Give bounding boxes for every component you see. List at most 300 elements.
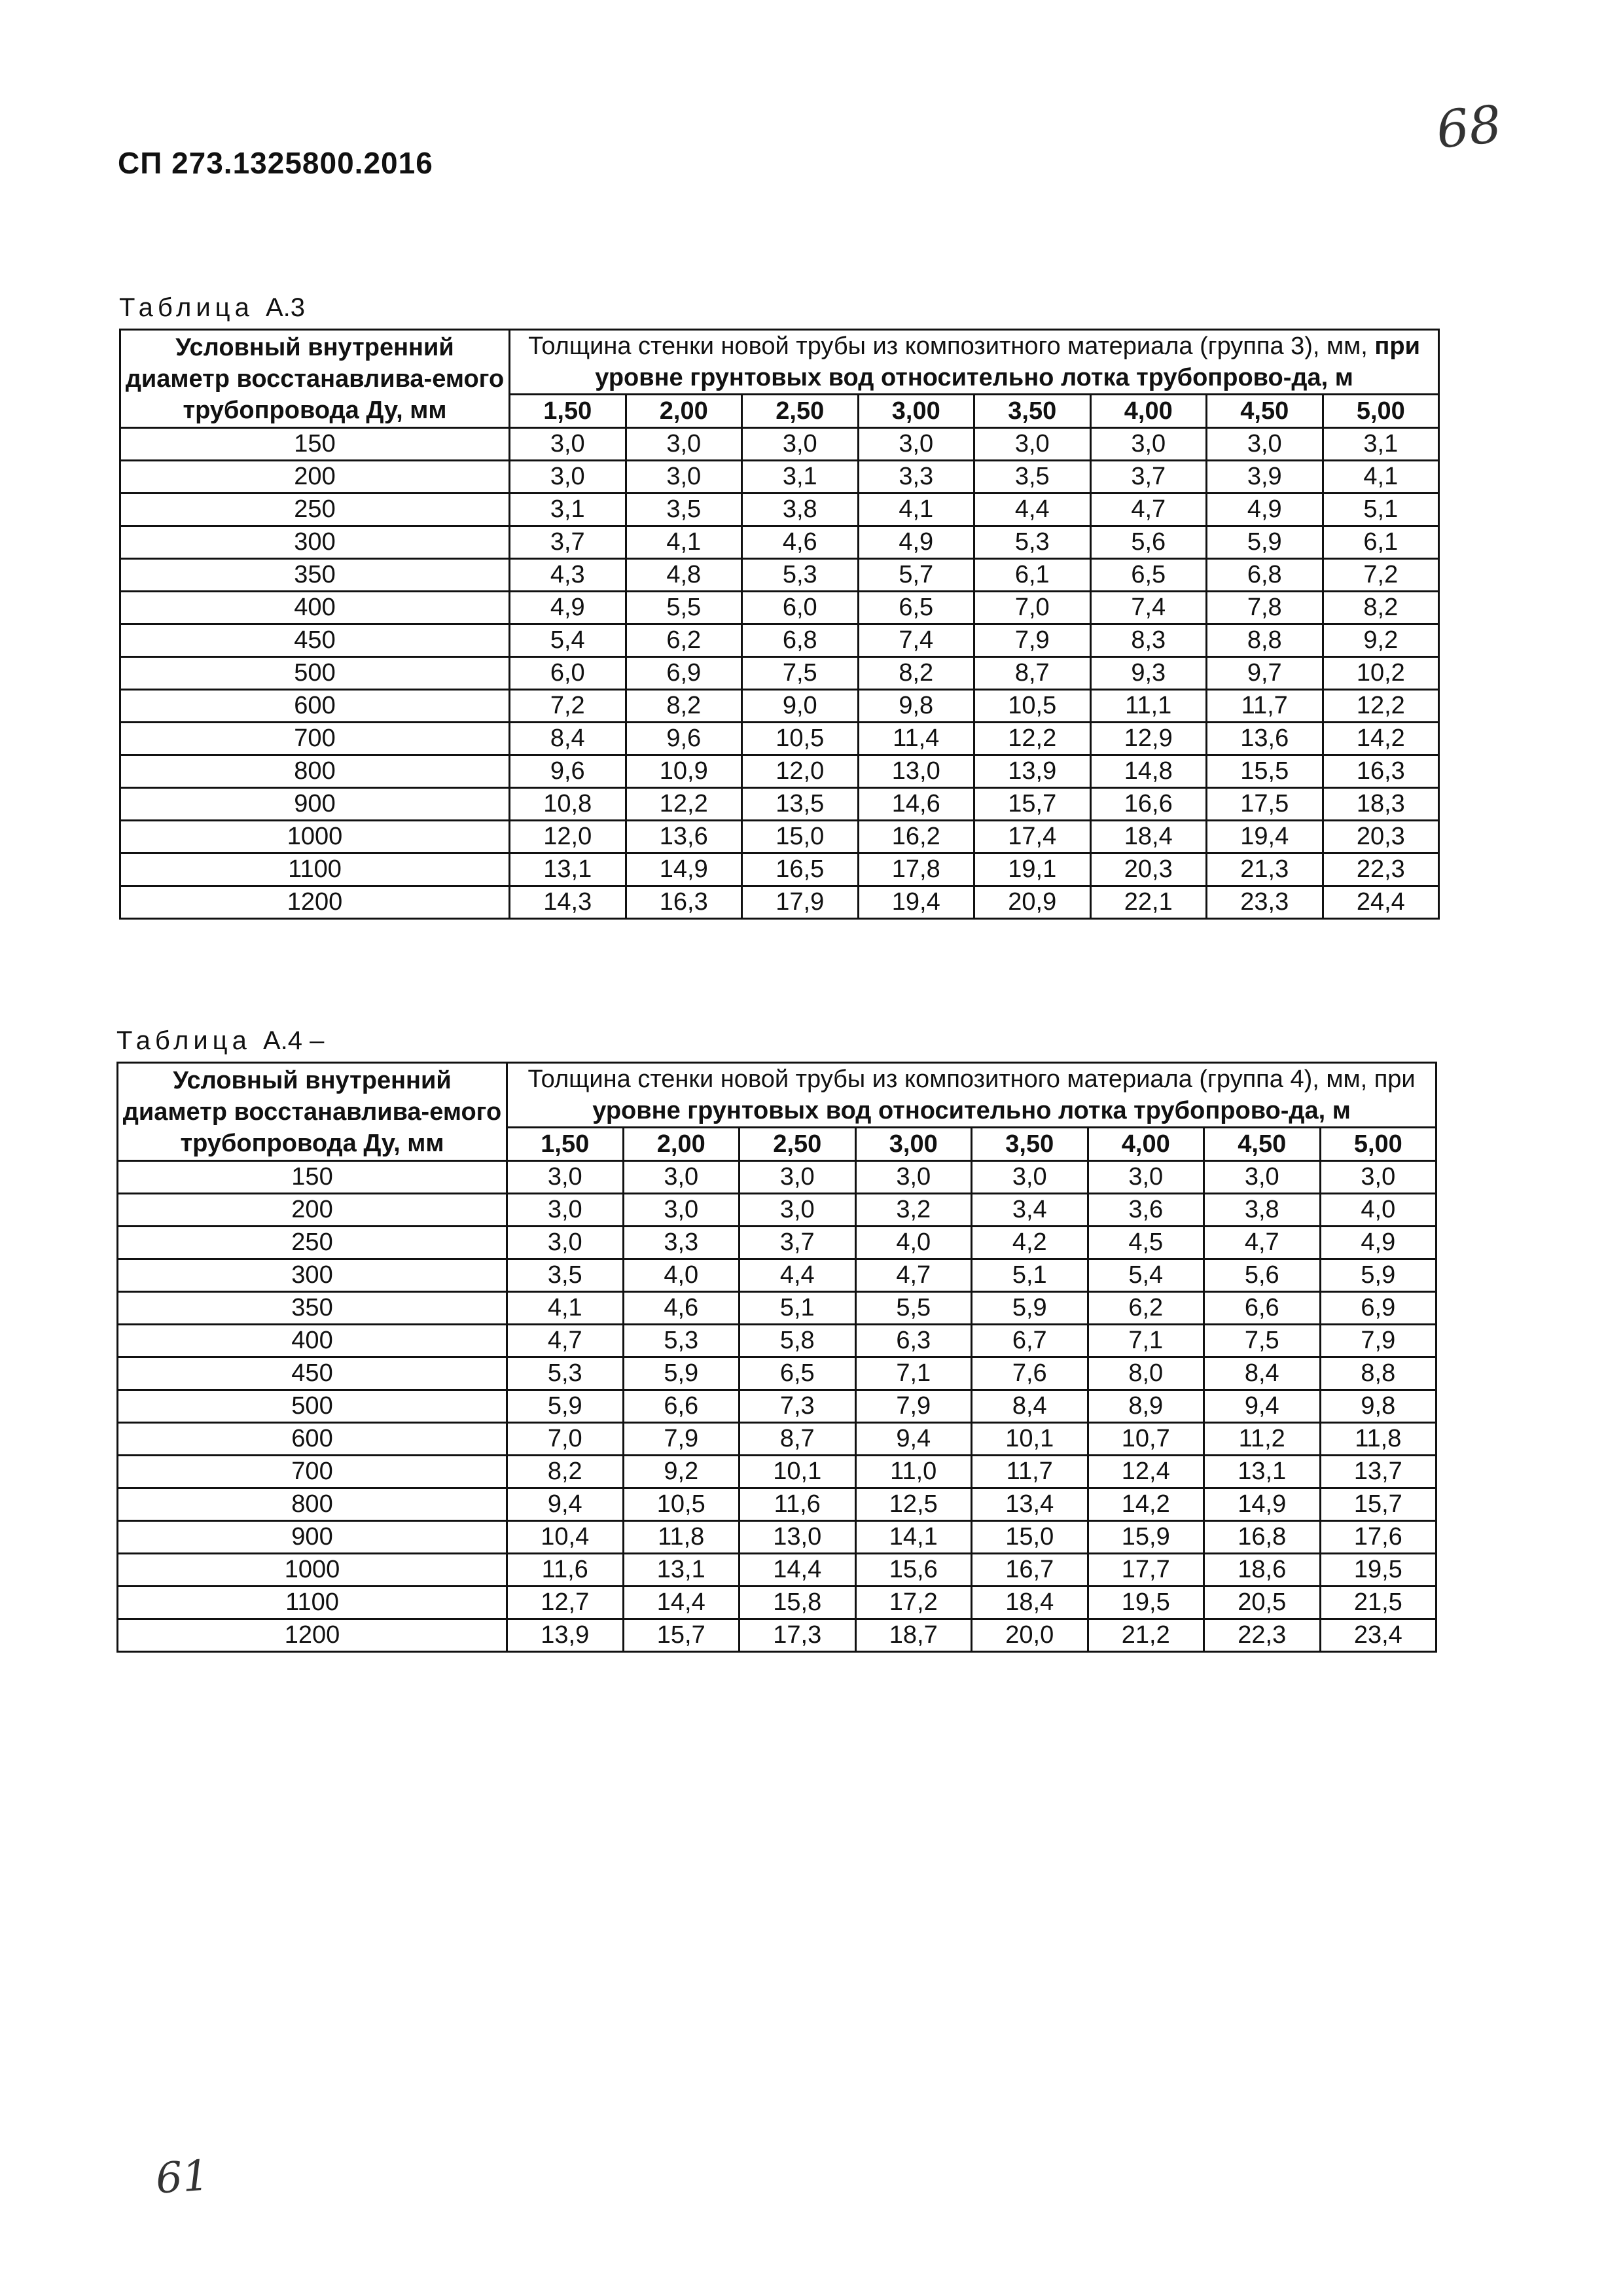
table-a3 xyxy=(119,329,1440,920)
thickness-cell: 20,3 xyxy=(1323,821,1439,853)
table-row xyxy=(120,559,1439,592)
group-header-emphasis: при уровне грунтовых вод относительно лотка трубопрово-да, м xyxy=(595,332,1420,391)
diameter-cell: 1100 xyxy=(118,1587,507,1619)
thickness-cell: 8,8 xyxy=(1320,1357,1436,1390)
thickness-cell: 10,8 xyxy=(510,788,626,821)
thickness-cell: 14,6 xyxy=(858,788,974,821)
thickness-cell: 15,7 xyxy=(1320,1488,1436,1521)
diameter-cell: 1200 xyxy=(120,886,510,919)
thickness-cell: 11,6 xyxy=(740,1488,856,1521)
column-header: 3,00 xyxy=(858,395,974,428)
table-row xyxy=(120,886,1439,919)
table-row xyxy=(120,755,1439,788)
thickness-cell: 10,7 xyxy=(1088,1423,1204,1456)
thickness-cell: 22,3 xyxy=(1323,853,1439,886)
thickness-cell: 9,8 xyxy=(858,690,974,723)
table-row xyxy=(118,1587,1436,1619)
table-row xyxy=(118,1456,1436,1488)
thickness-cell: 10,2 xyxy=(1323,657,1439,690)
thickness-cell: 15,8 xyxy=(740,1587,856,1619)
thickness-cell: 6,2 xyxy=(626,624,742,657)
diameter-cell: 300 xyxy=(120,526,510,559)
thickness-cell: 7,8 xyxy=(1207,592,1323,624)
thickness-cell: 5,3 xyxy=(742,559,859,592)
group-header-text: Толщина стенки новой трубы из композитного материала (группа 3), мм, xyxy=(528,332,1368,360)
thickness-cell: 3,9 xyxy=(1207,461,1323,493)
thickness-cell: 20,9 xyxy=(974,886,1091,919)
thickness-cell: 7,0 xyxy=(507,1423,624,1456)
thickness-cell: 10,5 xyxy=(974,690,1091,723)
diameter-cell: 700 xyxy=(120,723,510,755)
thickness-cell: 7,9 xyxy=(974,624,1091,657)
thickness-cell: 13,0 xyxy=(858,755,974,788)
thickness-cell: 4,7 xyxy=(1204,1227,1321,1259)
table-row xyxy=(120,592,1439,624)
thickness-cell: 20,3 xyxy=(1090,853,1207,886)
diameter-cell: 150 xyxy=(118,1161,507,1194)
thickness-cell: 5,3 xyxy=(974,526,1091,559)
thickness-cell: 12,0 xyxy=(510,821,626,853)
thickness-cell: 13,1 xyxy=(623,1554,740,1587)
thickness-cell: 11,7 xyxy=(972,1456,1088,1488)
thickness-cell: 13,1 xyxy=(1204,1456,1321,1488)
thickness-cell: 3,0 xyxy=(510,428,626,461)
thickness-cell: 3,0 xyxy=(972,1161,1088,1194)
header-row xyxy=(118,1063,1436,1128)
thickness-cell: 5,9 xyxy=(1207,526,1323,559)
thickness-cell: 3,3 xyxy=(858,461,974,493)
thickness-cell: 11,4 xyxy=(858,723,974,755)
thickness-cell: 12,2 xyxy=(1323,690,1439,723)
thickness-cell: 5,3 xyxy=(507,1357,624,1390)
thickness-cell: 15,7 xyxy=(623,1619,740,1652)
thickness-cell: 3,0 xyxy=(623,1161,740,1194)
table-row xyxy=(120,853,1439,886)
thickness-cell: 8,2 xyxy=(858,657,974,690)
table-row xyxy=(118,1488,1436,1521)
thickness-cell: 15,6 xyxy=(855,1554,972,1587)
thickness-cell: 3,0 xyxy=(974,428,1091,461)
thickness-cell: 3,3 xyxy=(623,1227,740,1259)
thickness-cell: 19,5 xyxy=(1320,1554,1436,1587)
table-row xyxy=(120,821,1439,853)
thickness-cell: 9,4 xyxy=(507,1488,624,1521)
thickness-cell: 6,1 xyxy=(1323,526,1439,559)
thickness-cell: 3,5 xyxy=(626,493,742,526)
thickness-cell: 9,2 xyxy=(623,1456,740,1488)
thickness-cell: 22,3 xyxy=(1204,1619,1321,1652)
thickness-cell: 7,4 xyxy=(858,624,974,657)
thickness-cell: 15,7 xyxy=(974,788,1091,821)
thickness-cell: 7,0 xyxy=(974,592,1091,624)
diameter-cell: 250 xyxy=(118,1227,507,1259)
thickness-cell: 3,8 xyxy=(1204,1194,1321,1227)
thickness-cell: 6,8 xyxy=(742,624,859,657)
thickness-cell: 18,6 xyxy=(1204,1554,1321,1587)
thickness-cell: 10,4 xyxy=(507,1521,624,1554)
diameter-cell: 900 xyxy=(120,788,510,821)
row-header: Условный внутренний диаметр восстанавлива-емого трубопровода Ду, мм xyxy=(118,1063,507,1161)
thickness-cell: 21,3 xyxy=(1207,853,1323,886)
thickness-cell: 12,2 xyxy=(974,723,1091,755)
caption-label: Таблица xyxy=(119,293,254,322)
diameter-cell: 500 xyxy=(118,1390,507,1423)
thickness-cell: 16,6 xyxy=(1090,788,1207,821)
thickness-cell: 6,3 xyxy=(855,1325,972,1357)
thickness-cell: 9,6 xyxy=(510,755,626,788)
thickness-cell: 4,0 xyxy=(1320,1194,1436,1227)
thickness-cell: 8,7 xyxy=(974,657,1091,690)
thickness-cell: 17,8 xyxy=(858,853,974,886)
thickness-cell: 24,4 xyxy=(1323,886,1439,919)
thickness-cell: 17,4 xyxy=(974,821,1091,853)
thickness-cell: 19,1 xyxy=(974,853,1091,886)
thickness-cell: 16,8 xyxy=(1204,1521,1321,1554)
column-header: 3,50 xyxy=(974,395,1091,428)
thickness-cell: 6,5 xyxy=(1090,559,1207,592)
column-header: 2,00 xyxy=(626,395,742,428)
thickness-cell: 3,0 xyxy=(740,1194,856,1227)
thickness-cell: 3,0 xyxy=(1204,1161,1321,1194)
thickness-cell: 4,9 xyxy=(510,592,626,624)
thickness-cell: 4,6 xyxy=(742,526,859,559)
thickness-cell: 16,5 xyxy=(742,853,859,886)
group-header-emphasis: уровне грунтовых вод относительно лотка трубопрово-да, м xyxy=(592,1097,1351,1124)
table-row xyxy=(120,723,1439,755)
thickness-cell: 4,4 xyxy=(740,1259,856,1292)
thickness-cell: 16,3 xyxy=(626,886,742,919)
thickness-cell: 6,5 xyxy=(740,1357,856,1390)
diameter-cell: 700 xyxy=(118,1456,507,1488)
thickness-cell: 9,4 xyxy=(1204,1390,1321,1423)
thickness-cell: 4,1 xyxy=(1323,461,1439,493)
table-a3-caption xyxy=(119,293,305,323)
thickness-cell: 3,0 xyxy=(507,1227,624,1259)
thickness-cell: 16,7 xyxy=(972,1554,1088,1587)
diameter-cell: 300 xyxy=(118,1259,507,1292)
thickness-cell: 7,1 xyxy=(855,1357,972,1390)
diameter-cell: 900 xyxy=(118,1521,507,1554)
thickness-cell: 12,9 xyxy=(1090,723,1207,755)
thickness-cell: 5,3 xyxy=(623,1325,740,1357)
handwritten-footer-number: 61 xyxy=(154,2151,211,2204)
table-row xyxy=(118,1194,1436,1227)
thickness-cell: 8,4 xyxy=(1204,1357,1321,1390)
thickness-cell: 8,2 xyxy=(507,1456,624,1488)
thickness-cell: 3,0 xyxy=(510,461,626,493)
row-header: Условный внутренний диаметр восстанавлива-емого трубопровода Ду, мм xyxy=(120,330,510,428)
thickness-cell: 5,7 xyxy=(858,559,974,592)
thickness-cell: 4,3 xyxy=(510,559,626,592)
thickness-cell: 12,5 xyxy=(855,1488,972,1521)
thickness-cell: 3,7 xyxy=(510,526,626,559)
table-row xyxy=(118,1292,1436,1325)
column-header: 4,00 xyxy=(1090,395,1207,428)
thickness-cell: 4,6 xyxy=(623,1292,740,1325)
thickness-cell: 20,5 xyxy=(1204,1587,1321,1619)
thickness-cell: 3,0 xyxy=(626,461,742,493)
thickness-cell: 6,1 xyxy=(974,559,1091,592)
thickness-cell: 6,8 xyxy=(1207,559,1323,592)
diameter-cell: 1000 xyxy=(120,821,510,853)
thickness-cell: 4,0 xyxy=(623,1259,740,1292)
thickness-cell: 11,1 xyxy=(1090,690,1207,723)
thickness-cell: 11,2 xyxy=(1204,1423,1321,1456)
diameter-cell: 350 xyxy=(118,1292,507,1325)
table-row xyxy=(118,1325,1436,1357)
thickness-cell: 10,1 xyxy=(740,1456,856,1488)
thickness-cell: 8,9 xyxy=(1088,1390,1204,1423)
group-header xyxy=(507,1063,1436,1128)
thickness-cell: 3,0 xyxy=(855,1161,972,1194)
thickness-cell: 20,0 xyxy=(972,1619,1088,1652)
thickness-cell: 15,0 xyxy=(972,1521,1088,1554)
thickness-cell: 16,3 xyxy=(1323,755,1439,788)
column-header: 3,00 xyxy=(855,1128,972,1161)
thickness-cell: 6,6 xyxy=(623,1390,740,1423)
diameter-cell: 600 xyxy=(120,690,510,723)
thickness-cell: 15,0 xyxy=(742,821,859,853)
thickness-cell: 11,0 xyxy=(855,1456,972,1488)
thickness-cell: 7,4 xyxy=(1090,592,1207,624)
table-row xyxy=(120,624,1439,657)
thickness-cell: 5,1 xyxy=(972,1259,1088,1292)
thickness-cell: 5,1 xyxy=(1323,493,1439,526)
thickness-cell: 8,0 xyxy=(1088,1357,1204,1390)
thickness-cell: 3,4 xyxy=(972,1194,1088,1227)
thickness-cell: 7,9 xyxy=(623,1423,740,1456)
table-row xyxy=(118,1619,1436,1652)
thickness-cell: 6,0 xyxy=(742,592,859,624)
thickness-cell: 18,7 xyxy=(855,1619,972,1652)
thickness-cell: 3,1 xyxy=(742,461,859,493)
thickness-cell: 3,1 xyxy=(510,493,626,526)
thickness-cell: 4,1 xyxy=(626,526,742,559)
thickness-cell: 14,4 xyxy=(623,1587,740,1619)
thickness-cell: 9,4 xyxy=(855,1423,972,1456)
diameter-cell: 800 xyxy=(120,755,510,788)
thickness-cell: 6,9 xyxy=(626,657,742,690)
thickness-cell: 17,3 xyxy=(740,1619,856,1652)
thickness-cell: 5,9 xyxy=(1320,1259,1436,1292)
thickness-cell: 13,0 xyxy=(740,1521,856,1554)
thickness-cell: 13,5 xyxy=(742,788,859,821)
thickness-cell: 4,5 xyxy=(1088,1227,1204,1259)
diameter-cell: 450 xyxy=(120,624,510,657)
thickness-cell: 4,0 xyxy=(855,1227,972,1259)
thickness-cell: 3,0 xyxy=(507,1194,624,1227)
thickness-cell: 15,5 xyxy=(1207,755,1323,788)
thickness-cell: 17,2 xyxy=(855,1587,972,1619)
thickness-cell: 13,6 xyxy=(626,821,742,853)
thickness-cell: 8,7 xyxy=(740,1423,856,1456)
diameter-cell: 1000 xyxy=(118,1554,507,1587)
thickness-cell: 14,2 xyxy=(1323,723,1439,755)
thickness-cell: 3,1 xyxy=(1323,428,1439,461)
thickness-cell: 10,9 xyxy=(626,755,742,788)
thickness-cell: 9,2 xyxy=(1323,624,1439,657)
group-header-text: Толщина стенки новой трубы из композитного материала (группа 4), мм, при xyxy=(527,1066,1416,1093)
thickness-cell: 7,9 xyxy=(855,1390,972,1423)
thickness-cell: 3,8 xyxy=(742,493,859,526)
thickness-cell: 4,2 xyxy=(972,1227,1088,1259)
thickness-cell: 5,8 xyxy=(740,1325,856,1357)
column-header: 1,50 xyxy=(510,395,626,428)
thickness-cell: 4,4 xyxy=(974,493,1091,526)
thickness-cell: 9,3 xyxy=(1090,657,1207,690)
thickness-cell: 16,2 xyxy=(858,821,974,853)
thickness-cell: 8,4 xyxy=(972,1390,1088,1423)
thickness-cell: 4,7 xyxy=(1090,493,1207,526)
thickness-cell: 4,9 xyxy=(1320,1227,1436,1259)
thickness-cell: 8,8 xyxy=(1207,624,1323,657)
thickness-cell: 12,7 xyxy=(507,1587,624,1619)
thickness-cell: 7,5 xyxy=(742,657,859,690)
thickness-cell: 6,9 xyxy=(1320,1292,1436,1325)
thickness-cell: 19,4 xyxy=(858,886,974,919)
column-header: 4,50 xyxy=(1207,395,1323,428)
thickness-cell: 3,7 xyxy=(1090,461,1207,493)
thickness-cell: 14,9 xyxy=(626,853,742,886)
diameter-cell: 200 xyxy=(118,1194,507,1227)
thickness-cell: 4,9 xyxy=(1207,493,1323,526)
table-row xyxy=(120,657,1439,690)
column-header: 2,00 xyxy=(623,1128,740,1161)
thickness-cell: 7,1 xyxy=(1088,1325,1204,1357)
table-row xyxy=(118,1554,1436,1587)
thickness-cell: 5,5 xyxy=(855,1292,972,1325)
thickness-cell: 5,9 xyxy=(972,1292,1088,1325)
thickness-cell: 4,8 xyxy=(626,559,742,592)
thickness-cell: 3,0 xyxy=(1088,1161,1204,1194)
thickness-cell: 7,2 xyxy=(510,690,626,723)
thickness-cell: 9,8 xyxy=(1320,1390,1436,1423)
thickness-cell: 7,2 xyxy=(1323,559,1439,592)
thickness-cell: 9,6 xyxy=(626,723,742,755)
thickness-cell: 3,5 xyxy=(974,461,1091,493)
diameter-cell: 400 xyxy=(118,1325,507,1357)
thickness-cell: 10,5 xyxy=(742,723,859,755)
column-header: 4,00 xyxy=(1088,1128,1204,1161)
thickness-cell: 12,0 xyxy=(742,755,859,788)
thickness-cell: 4,9 xyxy=(858,526,974,559)
table-row xyxy=(118,1423,1436,1456)
table-row xyxy=(120,493,1439,526)
thickness-cell: 3,0 xyxy=(1207,428,1323,461)
thickness-cell: 4,7 xyxy=(855,1259,972,1292)
thickness-cell: 14,9 xyxy=(1204,1488,1321,1521)
column-header: 3,50 xyxy=(972,1128,1088,1161)
diameter-cell: 600 xyxy=(118,1423,507,1456)
column-header: 5,00 xyxy=(1323,395,1439,428)
thickness-cell: 23,4 xyxy=(1320,1619,1436,1652)
thickness-cell: 4,1 xyxy=(507,1292,624,1325)
column-header: 2,50 xyxy=(740,1128,856,1161)
thickness-cell: 10,1 xyxy=(972,1423,1088,1456)
thickness-cell: 8,4 xyxy=(510,723,626,755)
table-row xyxy=(118,1259,1436,1292)
table-row xyxy=(120,526,1439,559)
thickness-cell: 5,4 xyxy=(1088,1259,1204,1292)
thickness-cell: 19,4 xyxy=(1207,821,1323,853)
thickness-cell: 3,6 xyxy=(1088,1194,1204,1227)
column-header: 1,50 xyxy=(507,1128,624,1161)
thickness-cell: 3,0 xyxy=(507,1161,624,1194)
group-header xyxy=(510,330,1439,395)
thickness-cell: 5,9 xyxy=(507,1390,624,1423)
caption-number: А.3 xyxy=(265,293,306,322)
table-row xyxy=(120,428,1439,461)
thickness-cell: 5,4 xyxy=(510,624,626,657)
diameter-cell: 250 xyxy=(120,493,510,526)
column-header: 2,50 xyxy=(742,395,859,428)
thickness-cell: 7,6 xyxy=(972,1357,1088,1390)
thickness-cell: 8,3 xyxy=(1090,624,1207,657)
document-code: СП 273.1325800.2016 xyxy=(118,146,433,180)
thickness-cell: 9,7 xyxy=(1207,657,1323,690)
diameter-cell: 800 xyxy=(118,1488,507,1521)
column-header: 5,00 xyxy=(1320,1128,1436,1161)
thickness-cell: 18,4 xyxy=(972,1587,1088,1619)
thickness-cell: 5,6 xyxy=(1204,1259,1321,1292)
table-row xyxy=(118,1390,1436,1423)
thickness-cell: 19,5 xyxy=(1088,1587,1204,1619)
caption-number: А.4 – xyxy=(262,1026,325,1055)
thickness-cell: 6,5 xyxy=(858,592,974,624)
thickness-cell: 6,2 xyxy=(1088,1292,1204,1325)
thickness-cell: 21,2 xyxy=(1088,1619,1204,1652)
thickness-cell: 4,1 xyxy=(858,493,974,526)
thickness-cell: 17,7 xyxy=(1088,1554,1204,1587)
thickness-cell: 17,5 xyxy=(1207,788,1323,821)
thickness-cell: 13,4 xyxy=(972,1488,1088,1521)
thickness-cell: 14,4 xyxy=(740,1554,856,1587)
thickness-cell: 18,4 xyxy=(1090,821,1207,853)
diameter-cell: 150 xyxy=(120,428,510,461)
diameter-cell: 500 xyxy=(120,657,510,690)
diameter-cell: 1200 xyxy=(118,1619,507,1652)
thickness-cell: 14,2 xyxy=(1088,1488,1204,1521)
thickness-cell: 6,6 xyxy=(1204,1292,1321,1325)
column-header: 4,50 xyxy=(1204,1128,1321,1161)
thickness-cell: 11,8 xyxy=(1320,1423,1436,1456)
header-row xyxy=(120,330,1439,395)
thickness-cell: 5,1 xyxy=(740,1292,856,1325)
handwritten-page-number: 68 xyxy=(1433,95,1505,160)
thickness-cell: 12,4 xyxy=(1088,1456,1204,1488)
thickness-cell: 13,7 xyxy=(1320,1456,1436,1488)
thickness-cell: 15,9 xyxy=(1088,1521,1204,1554)
thickness-cell: 3,0 xyxy=(858,428,974,461)
table-a4-caption xyxy=(116,1026,324,1056)
thickness-cell: 22,1 xyxy=(1090,886,1207,919)
table-row xyxy=(120,461,1439,493)
thickness-cell: 17,6 xyxy=(1320,1521,1436,1554)
thickness-cell: 4,7 xyxy=(507,1325,624,1357)
thickness-cell: 10,5 xyxy=(623,1488,740,1521)
thickness-cell: 21,5 xyxy=(1320,1587,1436,1619)
thickness-cell: 6,0 xyxy=(510,657,626,690)
thickness-cell: 12,2 xyxy=(626,788,742,821)
table-row xyxy=(120,690,1439,723)
table-row xyxy=(118,1227,1436,1259)
thickness-cell: 13,6 xyxy=(1207,723,1323,755)
thickness-cell: 3,5 xyxy=(507,1259,624,1292)
thickness-cell: 3,0 xyxy=(1320,1161,1436,1194)
thickness-cell: 8,2 xyxy=(1323,592,1439,624)
thickness-cell: 11,8 xyxy=(623,1521,740,1554)
thickness-cell: 17,9 xyxy=(742,886,859,919)
